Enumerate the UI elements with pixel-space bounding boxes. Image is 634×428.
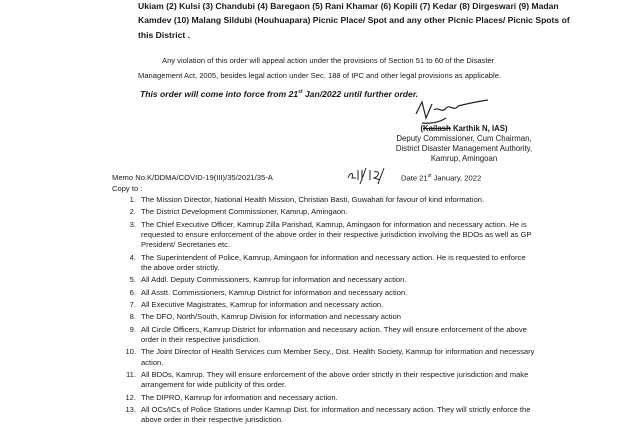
signatory-name-rest: Karthik N, IAS) <box>450 124 508 133</box>
memo-date <box>401 173 481 183</box>
recipient-text: The DFO, North/South, Kamrup Division for information and necessary action <box>141 312 401 322</box>
recipient-text: All Asstt. Commissioners, Kamrup District for information and necessary action. <box>141 287 408 297</box>
date-before: Date 21 <box>401 173 428 183</box>
recipient-text: All Executive Magistrates, Kamrup for information and necessary action. <box>141 299 384 309</box>
signatory-name-struck: Kailash <box>423 124 451 133</box>
recipient-text: The District Development Commissioner, Kamrup, Amingaon. <box>141 207 348 217</box>
picnic-spots-line-3: this District . <box>138 30 191 40</box>
recipient-item <box>116 275 536 285</box>
recipient-number: 10. <box>125 347 136 357</box>
recipient-item <box>116 312 536 322</box>
memo-number: Memo No.K/DDMA/COVID-19(III)/35/2021/35-A <box>112 173 273 182</box>
recipient-item <box>116 405 536 425</box>
force-text-sup: st <box>298 89 303 96</box>
recipient-number: 1. <box>129 195 136 204</box>
recipient-text: The DIPRO, Kamrup for information and necessary action. <box>141 392 338 402</box>
date-sup: st <box>427 173 432 179</box>
recipient-number: 6. <box>129 287 136 297</box>
picnic-spots-line-2: Kamdev (10) Malang Sildubi (Houhuapara) Picnic Place/ Spot and any other Picnic Places/ Picnic Spots of <box>138 15 570 25</box>
force-text-before: This order will come into force from 21 <box>140 89 299 99</box>
recipient-text: All BDOs, Kamrup. They will ensure enforcement of the above order strictly in their respective jurisdiction and make arrangement for wide publicity of this order. <box>141 369 529 390</box>
recipient-item <box>116 325 536 345</box>
picnic-spots-line-1: Ukiam (2) Kulsi (3) Chandubi (4) Baregaon (5) Rani Khamar (6) Kopili (7) Kedar (8) Dirgeswari (9) Madan <box>138 1 559 11</box>
force-text-after: Jan/2022 until further order. <box>302 89 419 99</box>
recipient-item <box>116 347 536 367</box>
recipient-number: 4. <box>129 252 136 262</box>
recipient-item <box>116 220 536 251</box>
recipient-number: 2. <box>129 207 136 217</box>
recipient-item <box>116 253 536 273</box>
violation-text-line-2: Management Act, 2005, besides legal action under Sec. 188 of IPC and other legal provisions as applicable. <box>138 71 502 80</box>
recipient-number: 9. <box>129 324 136 334</box>
recipient-text: All Circle Officers, Kamrup District for information and necessary action. They will ensure enforcement of the above order in their respective jurisdiction. <box>141 324 527 344</box>
recipient-text: All OCs/ICs of Police Stations under Kamrup Dist. for information and necessary action. They will strictly enforce the above order in their respective jurisdiction. <box>141 404 531 425</box>
recipient-list <box>116 195 536 428</box>
recipient-text: The Chief Executive Officer, Kamrup Zilla Parishad, Kamrup, Amingaon for information and necessary action. He is requested to ensure enforcement of the above order in their respective jurisdiction involving the BDOs as well as GP President/ Secretaries etc. <box>141 219 532 250</box>
recipient-number: 5. <box>129 275 136 285</box>
copy-to-label: Copy to : <box>112 184 143 193</box>
signatory-designation-3: Kamrup, Amingoan <box>430 154 498 163</box>
signatory-designation-2: District Disaster Management Authority, <box>395 144 533 153</box>
recipient-item <box>116 300 536 310</box>
name-open-paren: ( <box>420 124 424 133</box>
signature-block <box>392 124 536 164</box>
recipient-number: 12. <box>125 392 136 402</box>
recipient-item <box>116 195 536 205</box>
recipient-text: All Addl. Deputy Commissioners, Kamrup for information and necessary action. <box>141 275 407 285</box>
recipient-text: The Joint Director of Health Services cum Member Secy., Dist. Health Society, Kamrup for information and necessary action. <box>141 347 535 367</box>
signatory-name <box>392 124 536 134</box>
recipient-number: 11. <box>126 369 136 379</box>
recipient-number: 13. <box>125 404 136 414</box>
recipient-item <box>116 370 536 390</box>
recipient-item <box>116 288 536 298</box>
violation-text-line-1: Any violation of this order will appeal action under the provisions of Section 51 to 60 of the Disaster <box>162 56 495 65</box>
signatory-designation-1: Deputy Commissioner, Cum Chairman, <box>396 134 532 143</box>
recipient-item <box>116 207 536 217</box>
recipient-number: 7. <box>129 299 136 309</box>
recipient-item <box>116 393 536 403</box>
handwritten-date <box>346 166 398 186</box>
recipient-number: 8. <box>129 312 136 322</box>
recipient-text: The Mission Director, National Health Mission, Christian Basti, Guwahati for favour of kind information. <box>141 195 485 204</box>
recipient-number: 3. <box>129 219 136 229</box>
recipient-text: The Superintendent of Police, Kamrup, Amingaon for information and necessary action. He is requested to enforce the above order strictly. <box>141 252 526 272</box>
order-in-force-statement <box>140 89 418 99</box>
date-after: January, 2022 <box>431 173 482 183</box>
